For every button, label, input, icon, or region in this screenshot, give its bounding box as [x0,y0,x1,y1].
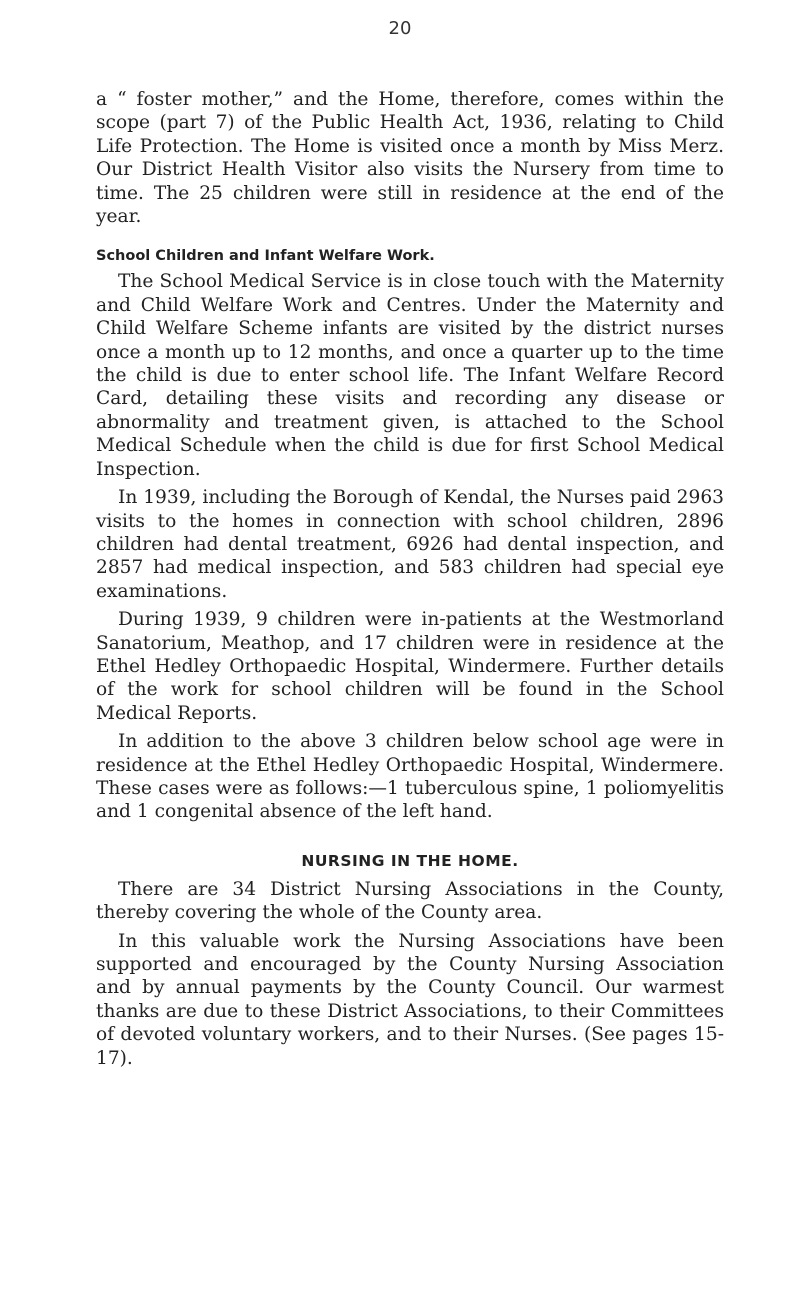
school-paragraph-1: The School Medical Service is in close touch with the Maternity and Child Welfare Work and Centres. Under the Maternity and Child Welfare Scheme infants are visited by the district nurses once a month up to 12 months, and once a quarter up to the time the child is due to enter school life. The Infant Welfare Record Card, detailing these visits and recording any disease or abnormality and treatment given, is attached to the School Medical Schedule when the child is due for first School Medical Inspection. [96,271,724,480]
document-body [96,88,724,1070]
nursing-paragraph-2: In this valuable work the Nursing Associations have been supported and encouraged by the County Nursing Association and by annual payments by the County Council. Our warmest thanks are due to these District Associations, to their Committees of devoted voluntary workers, and to their Nurses. (See pages 15-17). [96,930,724,1069]
nursing-paragraph-1: There are 34 District Nursing Associations in the County, thereby covering the whole of the County area. [96,878,724,924]
section-heading-school-children: School Children and Infant Welfare Work. [96,248,435,265]
school-paragraph-4: In addition to the above 3 children below school age were in residence at the Ethel Hedley Orthopaedic Hospital, Windermere. These cases were as follows:—1 tuberculous spine, 1 poliomyelitis and 1 congenital absence of the left hand. [96,731,724,823]
school-paragraph-2: In 1939, including the Borough of Kendal, the Nurses paid 2963 visits to the homes in connection with school children, 2896 children had dental treatment, 6926 had dental inspection, and 2857 had medical inspection, and 583 children had special eye examinations. [96,487,725,602]
intro-paragraph: a “ foster mother,” and the Home, therefore, comes within the scope (part 7) of the Public Health Act, 1936, relating to Child Life Protection. The Home is visited once a month by Miss Merz. Our District Health Visitor also visits the Nursery from time to time. The 25 children were still in residence at the end of the year. [96,89,724,228]
page-number: 20 [388,18,412,39]
school-paragraph-3: During 1939, 9 children were in-patients at the Westmorland Sanatorium, Meathop, and 17 children were in residence at the Ethel Hedley Orthopaedic Hospital, Windermere. Further details of the work for school children will be found in the School Medical Reports. [96,609,724,724]
section-heading-nursing: NURSING IN THE HOME. [301,851,519,870]
